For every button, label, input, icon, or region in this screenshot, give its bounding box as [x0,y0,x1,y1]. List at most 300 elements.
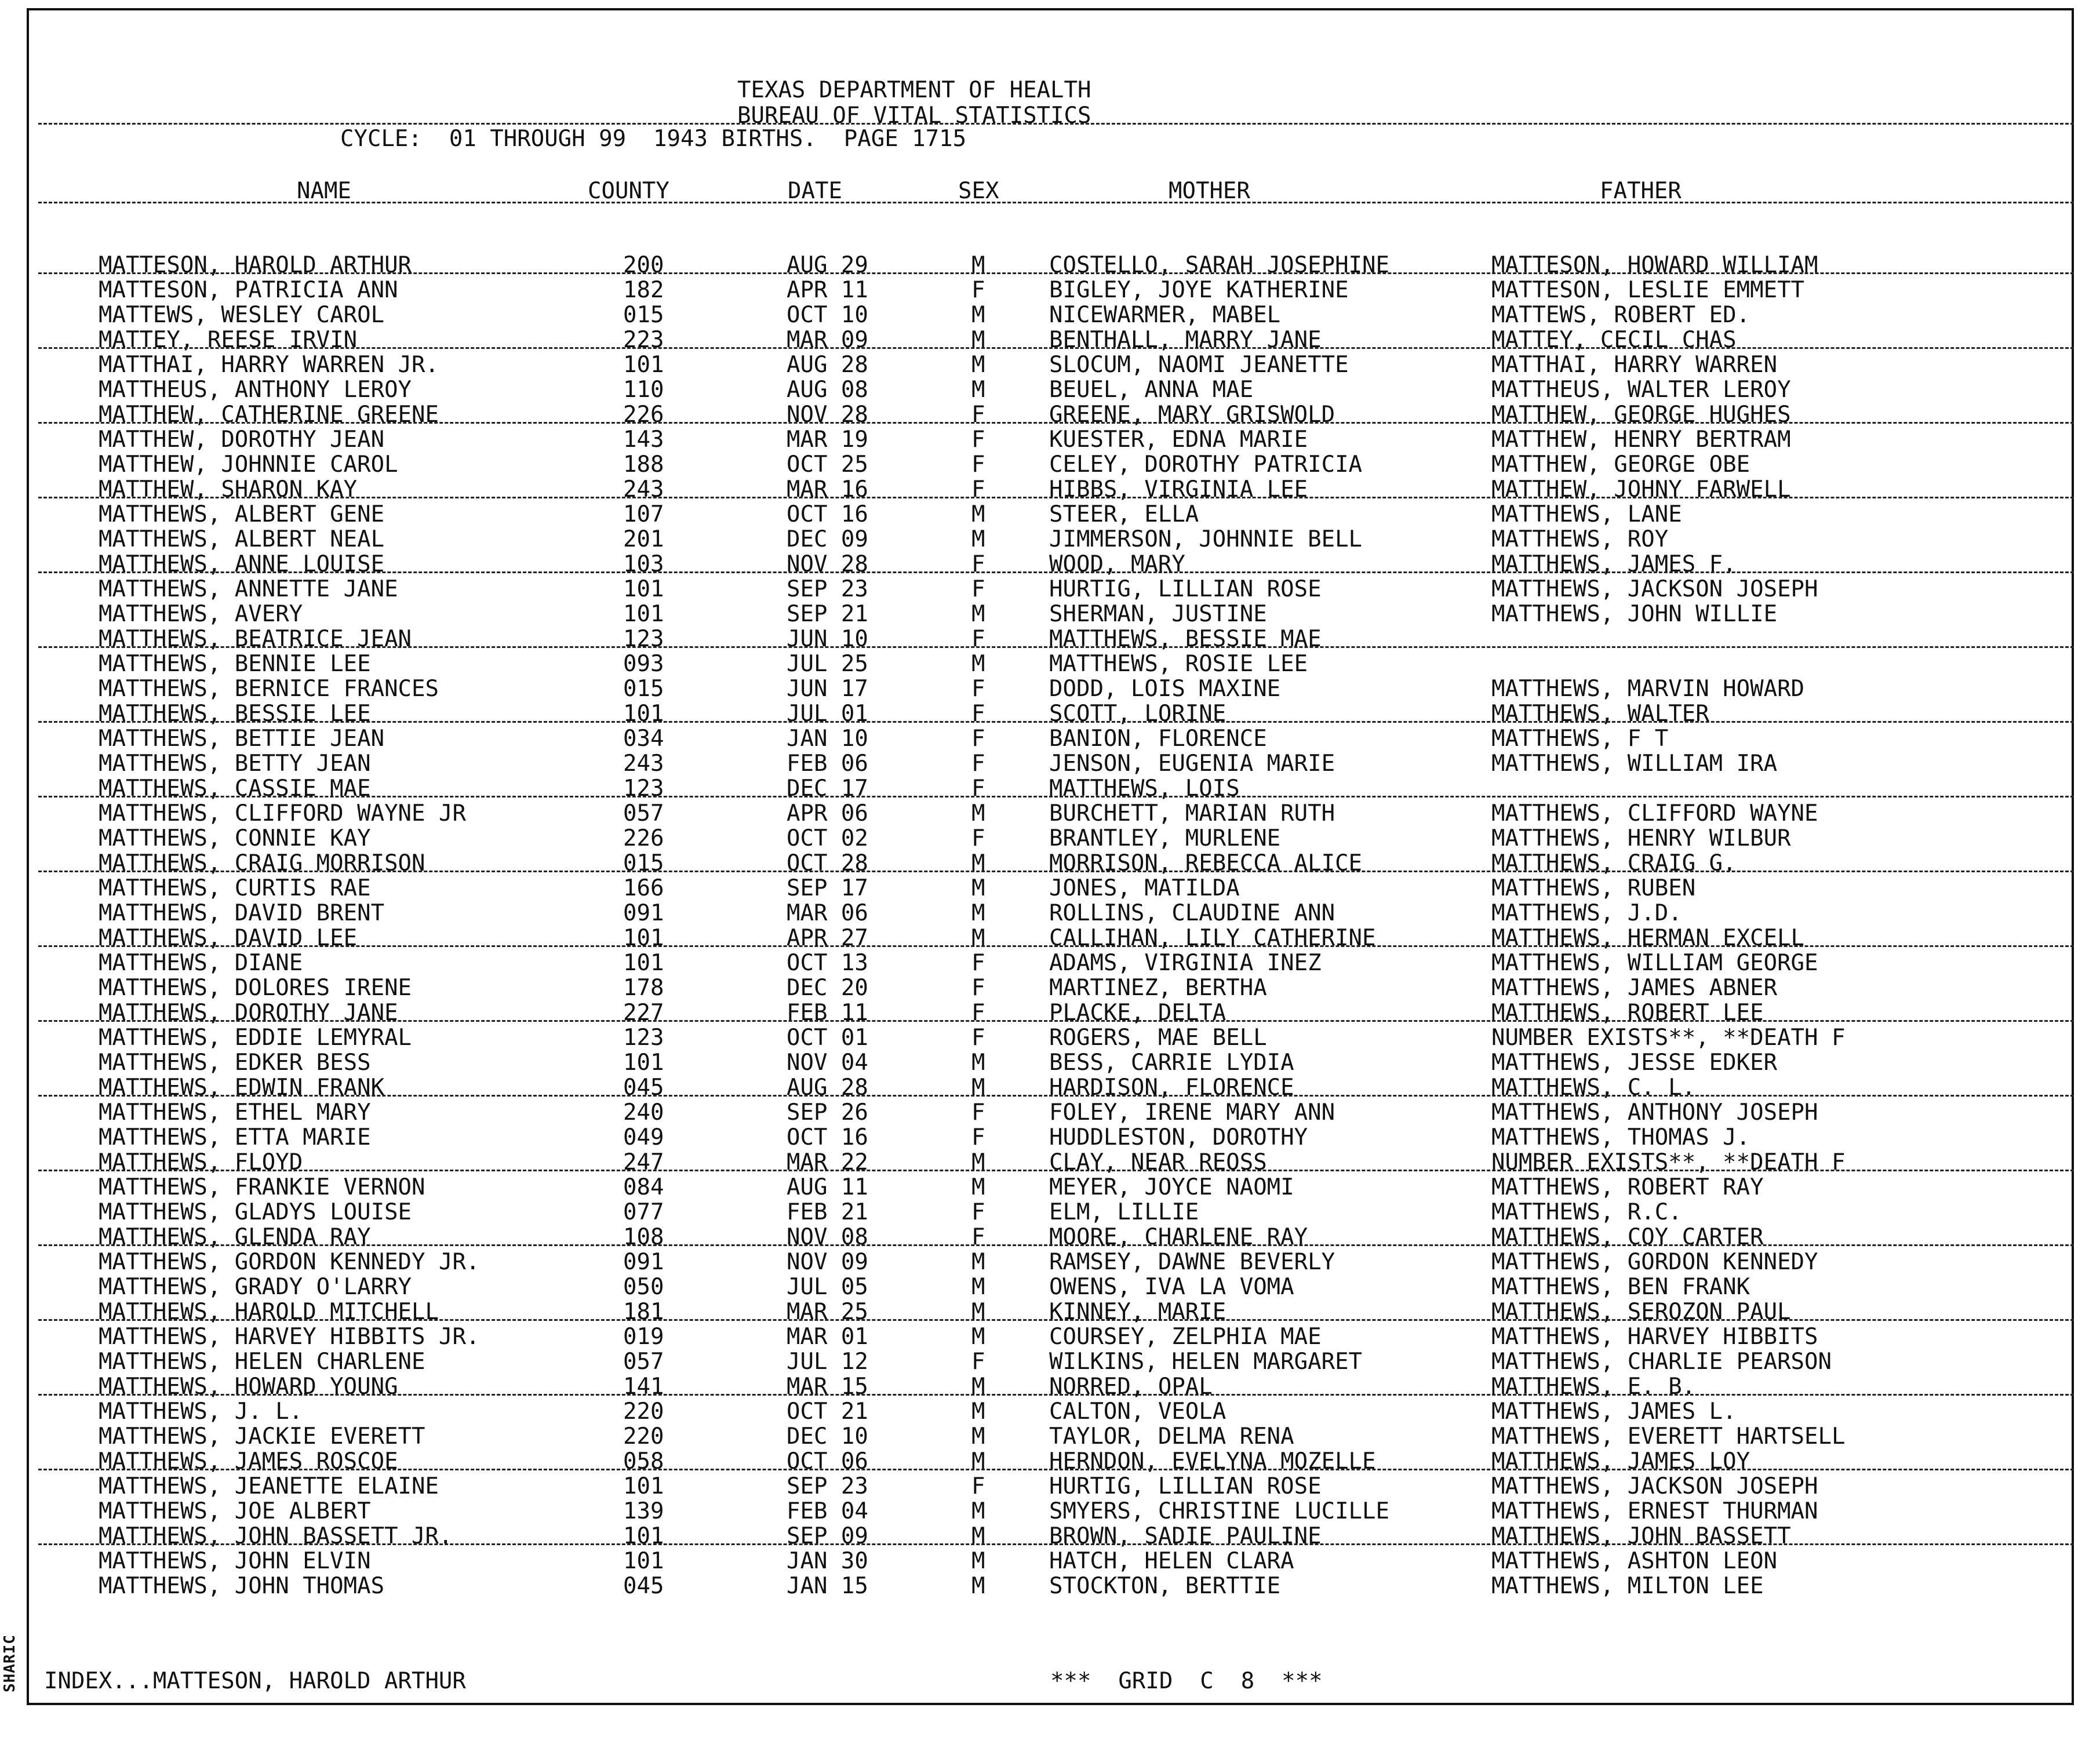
record-sex: F [971,451,985,478]
row-group-divider [38,1319,2074,1321]
record-date: JUN 10 [787,626,868,652]
table-row [0,278,2100,303]
record-county: 049 [623,1124,664,1150]
record-county: 108 [623,1224,664,1250]
record-mother: MATTHEWS, BESSIE MAE [1049,626,1322,652]
record-father: MATTHEWS, JOHN WILLIE [1491,601,1778,627]
record-sex: F [971,1199,985,1225]
record-father: MATTHEWS, C. L. [1491,1075,1696,1101]
record-date: AUG 28 [787,1075,868,1101]
record-county: 101 [623,352,664,378]
column-header-mother: MOTHER [1169,178,1250,204]
record-name: MATTHEWS, DAVID BRENT [99,900,385,926]
table-row [0,1125,2100,1150]
table-row [0,352,2100,377]
record-date: MAR 15 [787,1374,868,1400]
record-county: 015 [623,676,664,702]
table-row [0,951,2100,975]
record-name: MATTHEWS, JOE ALBERT [99,1498,371,1524]
column-header-sex: SEX [958,178,999,204]
record-mother: TAYLOR, DELMA RENA [1049,1423,1294,1450]
table-row [0,1025,2100,1050]
record-mother: FOLEY, IRENE MARY ANN [1049,1099,1335,1126]
record-father: MATTHAI, HARRY WARREN [1491,352,1778,378]
row-group-divider [38,1394,2074,1396]
record-date: JUL 05 [787,1274,868,1300]
record-sex: F [971,402,985,428]
record-sex: F [971,701,985,727]
record-county: 226 [623,825,664,851]
table-row [0,1324,2100,1349]
record-name: MATTHEWS, BETTY JEAN [99,751,371,777]
record-county: 103 [623,551,664,577]
record-date: NOV 09 [787,1249,868,1275]
row-group-divider [38,721,2074,723]
record-sex: M [971,377,985,403]
record-sex: M [971,1548,985,1574]
record-date: MAR 25 [787,1299,868,1325]
record-mother: CALTON, VEOLA [1049,1399,1226,1425]
record-date: OCT 01 [787,1025,868,1051]
record-name: MATTHEWS, FLOYD [99,1149,303,1175]
record-father: MATTHEWS, JAMES L. [1491,1399,1737,1425]
record-father: MATTHEUS, WALTER LEROY [1491,377,1791,403]
record-date: APR 27 [787,925,868,951]
record-name: MATTHEWS, AVERY [99,601,303,627]
record-county: 015 [623,302,664,328]
record-sex: M [971,1374,985,1400]
record-mother: NICEWARMER, MABEL [1049,302,1281,328]
record-father: MATTESON, HOWARD WILLIAM [1491,252,1818,278]
record-date: OCT 16 [787,501,868,527]
record-county: 220 [623,1423,664,1450]
record-mother: CALLIHAN, LILY CATHERINE [1049,925,1376,951]
record-sex: M [971,1299,985,1325]
table-row [0,427,2100,452]
record-name: MATTHEWS, GLENDA RAY [99,1224,371,1250]
record-date: NOV 08 [787,1224,868,1250]
record-sex: M [971,1498,985,1524]
record-sex: F [971,1224,985,1250]
record-sex: M [971,501,985,527]
record-sex: M [971,1573,985,1599]
record-sex: M [971,1448,985,1474]
record-father: MATTHEWS, F T [1491,726,1669,752]
record-date: AUG 08 [787,377,868,403]
side-label: SHARIC [1,1634,19,1692]
column-header-father: FATHER [1600,178,1682,204]
record-name: MATTHEWS, HARVEY HIBBITS JR. [99,1324,480,1350]
footer-index: INDEX...MATTESON, HAROLD ARTHUR [44,1668,466,1694]
record-date: SEP 09 [787,1523,868,1549]
record-county: 057 [623,1349,664,1375]
row-group-divider [38,945,2074,947]
record-name: MATTHEWS, CLIFFORD WAYNE JR [99,800,466,826]
table-row [0,303,2100,327]
record-mother: OWENS, IVA LA VOMA [1049,1274,1294,1300]
record-name: MATTEWS, WESLEY CAROL [99,302,385,328]
table-row [0,801,2100,826]
row-group-divider [38,1170,2074,1171]
record-name: MATTHEWS, BEATRICE JEAN [99,626,412,652]
record-father: NUMBER EXISTS**, **DEATH F [1491,1025,1846,1051]
record-father: MATTHEWS, JOHN BASSETT [1491,1523,1791,1549]
record-sex: F [971,950,985,976]
record-county: 182 [623,277,664,303]
record-sex: M [971,526,985,552]
record-sex: M [971,1423,985,1450]
table-row [0,726,2100,751]
record-county: 077 [623,1199,664,1225]
record-date: SEP 21 [787,601,868,627]
record-date: MAR 01 [787,1324,868,1350]
record-sex: F [971,825,985,851]
table-row [0,602,2100,627]
record-date: NOV 28 [787,551,868,577]
row-group-divider [38,796,2074,798]
table-row [0,676,2100,701]
record-father: MATTHEWS, ASHTON LEON [1491,1548,1778,1574]
record-date: DEC 17 [787,775,868,802]
record-father: MATTHEWS, HARVEY HIBBITS [1491,1324,1818,1350]
record-mother: WOOD, MARY [1049,551,1185,577]
record-mother: ELM, LILLIE [1049,1199,1199,1225]
record-date: AUG 28 [787,352,868,378]
record-county: 240 [623,1099,664,1126]
record-county: 178 [623,975,664,1001]
table-row [0,1100,2100,1125]
record-mother: BIGLEY, JOYE KATHERINE [1049,277,1349,303]
record-father: MATTEWS, ROBERT ED. [1491,302,1750,328]
record-name: MATTHEWS, EDKER BESS [99,1050,371,1076]
department-title: TEXAS DEPARTMENT OF HEALTH [737,77,1091,103]
record-name: MATTHEWS, BERNICE FRANCES [99,676,439,702]
record-county: 123 [623,626,664,652]
record-county: 019 [623,1324,664,1350]
record-sex: F [971,975,985,1001]
record-date: DEC 10 [787,1423,868,1450]
record-mother: HURTIG, LILLIAN ROSE [1049,576,1322,602]
record-mother: HURTIG, LILLIAN ROSE [1049,1473,1322,1499]
record-date: FEB 11 [787,1000,868,1026]
table-row [0,975,2100,1000]
record-name: MATTHEWS, HAROLD MITCHELL [99,1299,439,1325]
record-county: 101 [623,701,664,727]
record-name: MATTHEWS, ANNE LOUISE [99,551,385,577]
record-sex: M [971,925,985,951]
table-row [0,1549,2100,1574]
record-name: MATTHEWS, ETTA MARIE [99,1124,371,1150]
record-father: MATTHEWS, GORDON KENNEDY [1491,1249,1818,1275]
record-mother: MATTHEWS, ROSIE LEE [1049,651,1308,677]
record-name: MATTHEWS, JOHN BASSETT JR. [99,1523,453,1549]
record-father: MATTHEWS, JAMES F. [1491,551,1737,577]
record-date: SEP 23 [787,576,868,602]
record-name: MATTHEWS, BESSIE LEE [99,701,371,727]
row-group-divider [38,347,2074,349]
record-name: MATTHEWS, JEANETTE ELAINE [99,1473,439,1499]
record-name: MATTHEWS, BENNIE LEE [99,651,371,677]
footer-grid: *** GRID C 8 *** [1050,1668,1323,1694]
record-county: 123 [623,1025,664,1051]
record-sex: M [971,1249,985,1275]
record-father: MATTHEWS, BEN FRANK [1491,1274,1750,1300]
record-mother: BENTHALL, MARRY JANE [1049,327,1322,353]
table-row [0,1474,2100,1499]
record-name: MATTHEWS, EDWIN FRANK [99,1075,385,1101]
record-father: MATTHEWS, SEROZON PAUL [1491,1299,1791,1325]
record-county: 200 [623,252,664,278]
record-date: DEC 09 [787,526,868,552]
row-group-divider [38,272,2074,274]
record-county: 243 [623,751,664,777]
record-county: 101 [623,1523,664,1549]
table-row [0,1399,2100,1424]
table-row [0,1424,2100,1449]
table-row [0,1574,2100,1598]
record-name: MATTHEWS, JAMES ROSCOE [99,1448,398,1474]
record-father: MATTHEWS, ROBERT LEE [1491,1000,1764,1026]
record-mother: KUESTER, EDNA MARIE [1049,427,1308,453]
record-sex: M [971,1399,985,1425]
record-sex: F [971,576,985,602]
record-county: 050 [623,1274,664,1300]
record-name: MATTHEUS, ANTHONY LEROY [99,377,412,403]
table-row [0,1175,2100,1200]
record-father: MATTHEWS, CLIFFORD WAYNE [1491,800,1818,826]
record-sex: M [971,651,985,677]
record-county: 101 [623,1473,664,1499]
record-mother: HUDDLESTON, DOROTHY [1049,1124,1308,1150]
record-father: MATTHEWS, HENRY WILBUR [1491,825,1791,851]
record-name: MATTHEWS, GRADY O'LARRY [99,1274,412,1300]
table-row [0,1274,2100,1299]
record-father: MATTHEWS, RUBEN [1491,875,1696,901]
column-header-date: DATE [788,178,842,204]
record-name: MATTHEWS, CONNIE KAY [99,825,371,851]
record-date: JAN 30 [787,1548,868,1574]
record-sex: F [971,476,985,502]
table-row [0,901,2100,926]
record-mother: STEER, ELLA [1049,501,1199,527]
table-row [0,1349,2100,1374]
record-father: MATTHEW, GEORGE HUGHES [1491,402,1791,428]
record-county: 101 [623,601,664,627]
row-group-divider [38,1244,2074,1246]
table-row [0,527,2100,552]
record-name: MATTHEWS, DAVID LEE [99,925,358,951]
record-sex: F [971,551,985,577]
row-group-divider [38,1543,2074,1545]
record-sex: M [971,252,985,278]
record-father: MATTHEWS, ANTHONY JOSEPH [1491,1099,1818,1126]
record-date: FEB 21 [787,1199,868,1225]
record-sex: M [971,1274,985,1300]
record-county: 223 [623,327,664,353]
record-name: MATTHEW, SHARON KAY [99,476,358,502]
row-group-divider [38,871,2074,872]
record-name: MATTHAI, HARRY WARREN JR. [99,352,439,378]
record-name: MATTHEWS, J. L. [99,1399,303,1425]
record-name: MATTHEWS, JOHN ELVIN [99,1548,371,1574]
record-date: JUL 25 [787,651,868,677]
record-mother: NORRED, OPAL [1049,1374,1213,1400]
record-name: MATTHEWS, ALBERT NEAL [99,526,385,552]
record-date: OCT 10 [787,302,868,328]
record-mother: BESS, CARRIE LYDIA [1049,1050,1294,1076]
record-father: MATTHEWS, JACKSON JOSEPH [1491,576,1818,602]
record-name: MATTHEWS, ANNETTE JANE [99,576,398,602]
record-name: MATTHEWS, HOWARD YOUNG [99,1374,398,1400]
record-father: MATTHEWS, E. B. [1491,1374,1696,1400]
record-date: AUG 11 [787,1174,868,1200]
record-county: 101 [623,950,664,976]
record-sex: M [971,1523,985,1549]
record-mother: KINNEY, MARIE [1049,1299,1226,1325]
record-date: APR 06 [787,800,868,826]
record-name: MATTHEWS, JACKIE EVERETT [99,1423,425,1450]
record-name: MATTHEWS, ETHEL MARY [99,1099,371,1126]
record-county: 101 [623,1548,664,1574]
record-father: MATTHEWS, MARVIN HOWARD [1491,676,1805,702]
table-row [0,1200,2100,1225]
record-father: MATTHEWS, HERMAN EXCELL [1491,925,1805,951]
record-mother: JONES, MATILDA [1049,875,1240,901]
record-sex: M [971,327,985,353]
cycle-line: CYCLE: 01 THROUGH 99 1943 BIRTHS. PAGE 1715 [340,126,967,152]
record-father: MATTHEWS, ROY [1491,526,1669,552]
record-date: JUL 12 [787,1349,868,1375]
record-sex: M [971,875,985,901]
record-county: 084 [623,1174,664,1200]
record-mother: PLACKE, DELTA [1049,1000,1226,1026]
record-date: APR 11 [787,277,868,303]
record-date: MAR 22 [787,1149,868,1175]
row-group-divider [38,497,2074,498]
record-sex: M [971,1324,985,1350]
record-name: MATTESON, PATRICIA ANN [99,277,398,303]
record-date: FEB 04 [787,1498,868,1524]
record-county: 101 [623,925,664,951]
record-father: MATTHEWS, WALTER [1491,701,1709,727]
record-county: 188 [623,451,664,478]
record-father: MATTHEWS, EVERETT HARTSELL [1491,1423,1846,1450]
record-name: MATTESON, HAROLD ARTHUR [99,252,412,278]
record-father: MATTEY, CECIL CHAS [1491,327,1737,353]
record-mother: CELEY, DOROTHY PATRICIA [1049,451,1363,478]
record-mother: BROWN, SADIE PAULINE [1049,1523,1322,1549]
record-sex: F [971,1025,985,1051]
record-name: MATTHEWS, DOLORES IRENE [99,975,412,1001]
record-father: MATTHEWS, JAMES LOY [1491,1448,1750,1474]
column-header-name: NAME [297,178,351,204]
record-county: 057 [623,800,664,826]
record-name: MATTHEWS, DOROTHY JANE [99,1000,398,1026]
record-county: 139 [623,1498,664,1524]
record-father: MATTHEWS, WILLIAM IRA [1491,751,1778,777]
record-county: 045 [623,1075,664,1101]
record-name: MATTHEWS, BETTIE JEAN [99,726,385,752]
record-sex: M [971,601,985,627]
record-sex: M [971,1050,985,1076]
record-county: 107 [623,501,664,527]
record-name: MATTHEW, CATHERINE GREENE [99,402,439,428]
record-father: MATTHEW, JOHNY FARWELL [1491,476,1791,502]
record-mother: SMYERS, CHRISTINE LUCILLE [1049,1498,1389,1524]
record-date: JAN 10 [787,726,868,752]
row-group-divider [38,422,2074,424]
record-county: 058 [623,1448,664,1474]
record-date: FEB 06 [787,751,868,777]
record-name: MATTHEW, JOHNNIE CAROL [99,451,398,478]
record-mother: HERNDON, EVELYNA MOZELLE [1049,1448,1376,1474]
record-name: MATTHEWS, HELEN CHARLENE [99,1349,425,1375]
record-mother: GREENE, MARY GRISWOLD [1049,402,1335,428]
record-name: MATTHEWS, DIANE [99,950,303,976]
record-date: MAR 19 [787,427,868,453]
table-row [0,651,2100,676]
record-county: 123 [623,775,664,802]
record-date: JUL 01 [787,701,868,727]
record-county: 226 [623,402,664,428]
record-county: 220 [623,1399,664,1425]
record-county: 143 [623,427,664,453]
record-mother: MEYER, JOYCE NAOMI [1049,1174,1294,1200]
record-sex: F [971,1349,985,1375]
record-mother: JIMMERSON, JOHNNIE BELL [1049,526,1363,552]
row-group-divider [38,571,2074,573]
record-sex: F [971,726,985,752]
record-sex: F [971,676,985,702]
record-father: MATTHEWS, JAMES ABNER [1491,975,1778,1001]
table-row [0,751,2100,776]
row-group-divider [38,1020,2074,1022]
record-mother: CLAY, NEAR REOSS [1049,1149,1267,1175]
record-mother: BRANTLEY, MURLENE [1049,825,1281,851]
record-date: MAR 09 [787,327,868,353]
record-name: MATTHEWS, CURTIS RAE [99,875,371,901]
record-date: JUN 17 [787,676,868,702]
record-father: MATTHEWS, JACKSON JOSEPH [1491,1473,1818,1499]
record-sex: F [971,1124,985,1150]
record-date: SEP 17 [787,875,868,901]
table-row [0,577,2100,602]
record-mother: HIBBS, VIRGINIA LEE [1049,476,1308,502]
row-group-divider [38,1095,2074,1097]
record-date: SEP 23 [787,1473,868,1499]
record-county: 015 [623,850,664,876]
record-sex: F [971,751,985,777]
record-sex: M [971,1149,985,1175]
record-name: MATTHEWS, GLADYS LOUISE [99,1199,412,1225]
record-date: OCT 13 [787,950,868,976]
record-mother: ADAMS, VIRGINIA INEZ [1049,950,1322,976]
record-mother: ROGERS, MAE BELL [1049,1025,1267,1051]
record-date: AUG 29 [787,252,868,278]
record-mother: DODD, LOIS MAXINE [1049,676,1281,702]
record-date: MAR 16 [787,476,868,502]
record-father: MATTHEWS, R.C. [1491,1199,1682,1225]
record-mother: SCOTT, LORINE [1049,701,1226,727]
record-mother: BANION, FLORENCE [1049,726,1267,752]
record-father: MATTHEWS, COY CARTER [1491,1224,1764,1250]
record-father: MATTHEWS, MILTON LEE [1491,1573,1764,1599]
record-father: MATTHEWS, LANE [1491,501,1682,527]
record-name: MATTHEWS, JOHN THOMAS [99,1573,385,1599]
record-sex: F [971,427,985,453]
record-mother: COURSEY, ZELPHIA MAE [1049,1324,1322,1350]
record-father: MATTHEWS, ROBERT RAY [1491,1174,1764,1200]
